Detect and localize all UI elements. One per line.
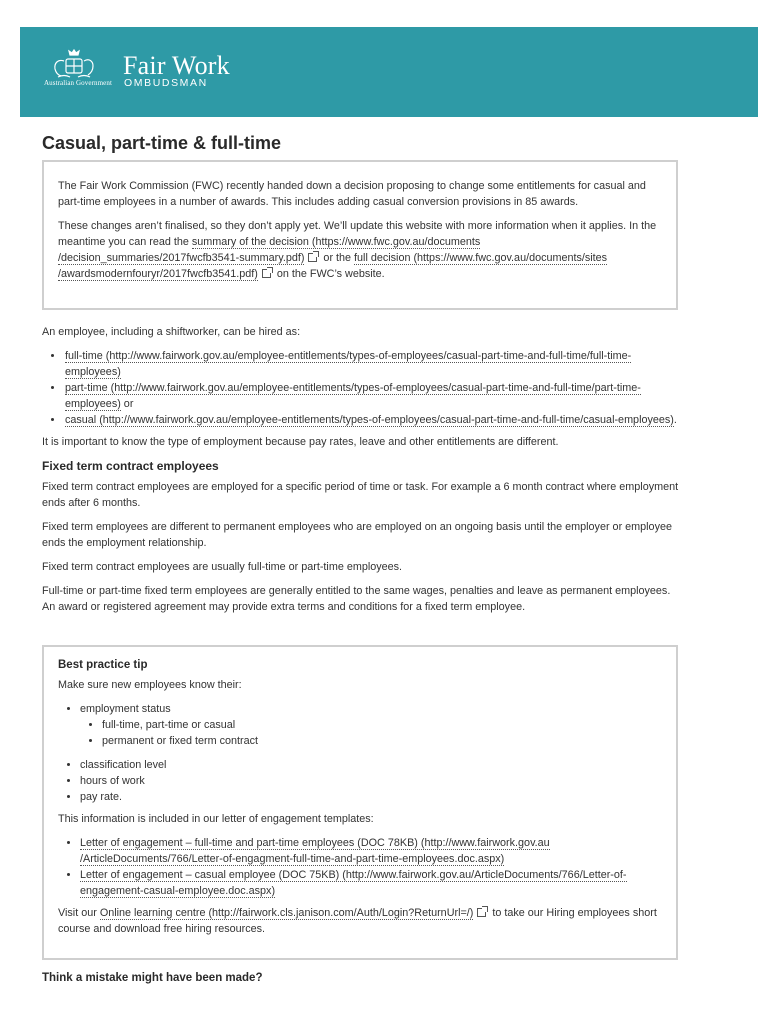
summary-decision-link[interactable]: summary of the decision (https://www.fwc.gov.au/documents /decision_summaries/2017fwcfb3541-summary.pdf) xyxy=(58,236,481,264)
list-item xyxy=(64,412,682,428)
casual-link[interactable]: casual (http://www.fairwork.gov.au/employee-entitlements/types-of-employees/casual-part-time-and-full-time/casual-employees) xyxy=(65,414,674,426)
fixed-term-paragraph-2: Fixed term employees are different to permanent employees who are employed on an ongoing basis until the employer or employee ends the employment relationship. xyxy=(42,521,672,549)
best-practice-tip-box xyxy=(42,645,678,960)
fixed-term-paragraph-1: Fixed term contract employees are employed for a specific period of time or task. For example a 6 month contract where employment ends after 6 months. xyxy=(42,481,679,509)
notice-text: or the xyxy=(320,252,355,264)
visit-paragraph xyxy=(58,905,662,937)
header-banner xyxy=(20,27,758,117)
importance-text: It is important to know the type of employment because pay rates, leave and other entitlements are different. xyxy=(42,436,559,448)
external-link-icon xyxy=(262,269,271,278)
templates-list xyxy=(58,835,662,899)
notice-text: on the FWC’s website. xyxy=(273,268,385,280)
tip-intro: Make sure new employees know their: xyxy=(58,679,242,691)
visit-text: Visit our xyxy=(58,907,100,919)
list-item xyxy=(80,867,662,899)
list-suffix: or xyxy=(120,398,134,410)
brand-title[interactable]: Fair Work xyxy=(123,51,230,80)
notice-paragraph-1: The Fair Work Commission (FWC) recently handed down a decision proposing to change some entitlements for casual and part-time employees in a number of awards. This includes adding casual conversion provisions in 85 awards. xyxy=(58,180,646,208)
list-item: • hours of work xyxy=(80,773,662,789)
list-item xyxy=(80,701,662,749)
main-content xyxy=(42,324,682,615)
list-item xyxy=(80,835,662,867)
tip-items-list xyxy=(58,757,662,805)
list-item: • pay rate. xyxy=(80,789,662,805)
australian-government-label: Australian Government xyxy=(44,79,112,87)
list-item xyxy=(64,380,682,412)
full-decision-link[interactable]: full decision (https://www.fwc.gov.au/documents/sites /awardsmodernfouryr/2017fwcfb3541.pdf) xyxy=(58,252,608,280)
full-time-link[interactable]: full-time (http://www.fairwork.gov.au/employee-entitlements/types-of-employees/casual-part-time-and-full-time/full-time-employees) xyxy=(65,350,632,378)
templates-intro: This information is included in our letter of engagement templates: xyxy=(58,813,374,825)
employee-type-list xyxy=(42,348,682,428)
page-title: Casual, part-time & full-time xyxy=(42,133,282,153)
list-item: • classification level xyxy=(80,757,662,773)
casual-template-link[interactable]: Letter of engagement – casual employee (DOC 75KB) (http://www.fairwork.gov.au/ArticleDocuments/766/Letter-of-engagement-casual-employee.doc.aspx) xyxy=(80,869,627,897)
fixed-term-paragraph-4: Full-time or part-time fixed term employees are generally entitled to the same wages, penalties and leave as permanent employees. An award or registered agreement may provide extra terms and conditions for a fixed term employee. xyxy=(42,585,671,613)
full-part-time-template-link[interactable]: Letter of engagement – full-time and part-time employees (DOC 78KB) (http://www.fairwork.gov.au /ArticleDocuments/766/Letter-of-engagment-full-time-and-part-time-employees.doc.aspx) xyxy=(80,837,550,865)
tip-heading: Best practice tip xyxy=(58,659,148,671)
employment-status-label: employment status xyxy=(80,703,171,715)
list-item: • full-time, part-time or casual xyxy=(102,717,662,733)
tip-list xyxy=(58,701,662,749)
external-link-icon xyxy=(308,253,317,262)
external-link-icon xyxy=(477,908,486,917)
brand-subtitle: OMBUDSMAN xyxy=(124,77,208,89)
notice-paragraph-2 xyxy=(58,218,662,282)
fixed-term-heading: Fixed term contract employees xyxy=(42,459,219,473)
list-item: • permanent or fixed term contract xyxy=(102,733,662,749)
list-suffix: . xyxy=(673,414,677,426)
intro-text: An employee, including a shiftworker, can be hired as: xyxy=(42,326,301,338)
list-item xyxy=(64,348,682,380)
online-learning-link[interactable]: Online learning centre (http://fairwork.cls.janison.com/Auth/Login?ReturnUrl=/) xyxy=(99,907,474,919)
mistake-question-heading: Think a mistake might have been made? xyxy=(42,972,263,984)
coat-of-arms-icon xyxy=(42,47,106,97)
notice-box xyxy=(42,160,678,310)
visit-text: to take our Hiring employees short course and download free hiring resources. xyxy=(58,907,657,935)
fixed-term-paragraph-3: Fixed term contract employees are usually full-time or part-time employees. xyxy=(42,561,403,573)
part-time-link[interactable]: part-time (http://www.fairwork.gov.au/employee-entitlements/types-of-employees/casual-part-time-and-full-time/part-time-employees) xyxy=(65,382,641,410)
status-sublist xyxy=(80,717,662,749)
notice-text: These changes aren’t finalised, so they don’t apply yet. We’ll update this website with more information when it applies. In the meantime you can read the xyxy=(58,220,657,248)
